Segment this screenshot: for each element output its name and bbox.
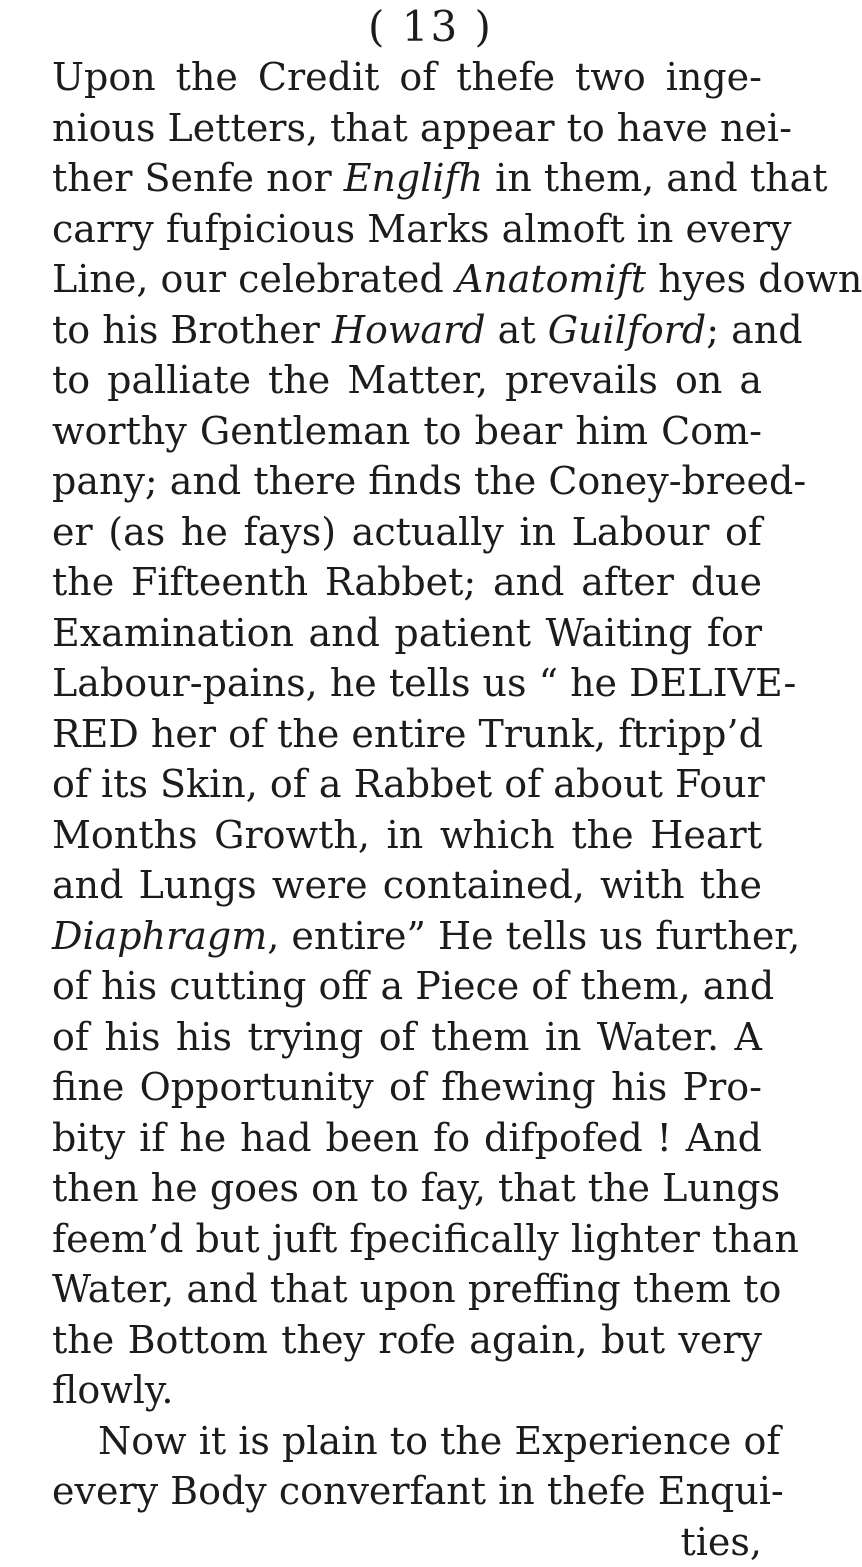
italic-text-segment: Englifh (344, 156, 483, 200)
text-line (52, 153, 762, 204)
text-segment: pany; and there finds the Coney-breed- (52, 459, 806, 503)
italic-text-segment: Howard (332, 308, 486, 352)
italic-text-segment: Anatomift (456, 257, 646, 301)
italic-text-segment: Guilford (548, 308, 707, 352)
text-line (52, 1012, 762, 1063)
text-line (52, 204, 762, 255)
text-segment: flowly. (52, 1368, 173, 1412)
text-segment: Examination and patient Waiting for (52, 611, 762, 655)
text-line (52, 1264, 762, 1315)
text-segment: carry fufpicious Marks almoft in every (52, 207, 792, 251)
text-segment: , entire” He tells us further, (267, 914, 800, 958)
text-line (52, 1466, 762, 1517)
text-line (52, 1365, 762, 1416)
text-segment: er (as he fays) actually in Labour of (52, 510, 762, 554)
body-text (52, 52, 762, 1567)
text-line (52, 1416, 762, 1467)
text-segment: Line, our celebrated (52, 257, 456, 301)
catchword: ties, (52, 1517, 762, 1567)
text-segment: every Body converfant in thefe Enqui- (52, 1469, 784, 1513)
text-segment: ; and (706, 308, 802, 352)
text-line (52, 557, 762, 608)
text-line (52, 456, 762, 507)
text-segment: of his his trying of them in Water. A (52, 1015, 762, 1059)
text-segment: worthy Gentleman to bear him Com- (52, 409, 762, 453)
text-line (52, 709, 762, 760)
text-line (52, 254, 762, 305)
text-segment: fine Opportunity of fhewing his Pro- (52, 1065, 762, 1109)
text-line (52, 810, 762, 861)
text-line (52, 52, 762, 103)
text-segment: to palliate the Matter, prevails on a (52, 358, 762, 402)
text-segment: RED her of the entire Trunk, ftripp’d (52, 712, 763, 756)
text-line (52, 759, 762, 810)
text-segment: feem’d but juft fpecifically lighter than (52, 1217, 799, 1261)
text-segment: nious Letters, that appear to have nei- (52, 106, 792, 150)
text-line (52, 860, 762, 911)
text-segment: the Bottom they rofe again, but very (52, 1318, 762, 1362)
text-segment: Labour-pains, he tells us “ he DELIVE- (52, 661, 796, 705)
text-line (52, 305, 762, 356)
text-line (52, 1062, 762, 1113)
text-segment: and Lungs were contained, with the (52, 863, 762, 907)
text-line (52, 961, 762, 1012)
text-segment: in them, and that (483, 156, 827, 200)
text-line (52, 1315, 762, 1366)
text-line (52, 1214, 762, 1265)
text-line (52, 406, 762, 457)
text-line (52, 1113, 762, 1164)
text-segment: of his cutting off a Piece of them, and (52, 964, 774, 1008)
text-segment: bity if he had been fo difpofed ! And (52, 1116, 762, 1160)
text-segment: Water, and that upon preffing them to (52, 1267, 781, 1311)
text-segment: ther Senfe nor (52, 156, 344, 200)
text-segment: hyes down (646, 257, 862, 301)
text-line (52, 103, 762, 154)
text-line (52, 1163, 762, 1214)
text-segment: Upon the Credit of thefe two inge- (52, 55, 762, 99)
text-segment: then he goes on to fay, that the Lungs (52, 1166, 780, 1210)
text-line (52, 507, 762, 558)
text-segment: the Fifteenth Rabbet; and after due (52, 560, 762, 604)
text-line (52, 911, 762, 962)
page-number: ( 13 ) (368, 0, 493, 54)
text-segment: Months Growth, in which the Heart (52, 813, 762, 857)
text-line (52, 658, 762, 709)
text-line (52, 608, 762, 659)
text-segment: to his Brother (52, 308, 332, 352)
italic-text-segment: Diaphragm (52, 914, 267, 958)
text-line (52, 355, 762, 406)
text-segment: at (486, 308, 548, 352)
text-segment: of its Skin, of a Rabbet of about Four (52, 762, 765, 806)
text-segment: Now it is plain to the Experience of (98, 1419, 780, 1463)
